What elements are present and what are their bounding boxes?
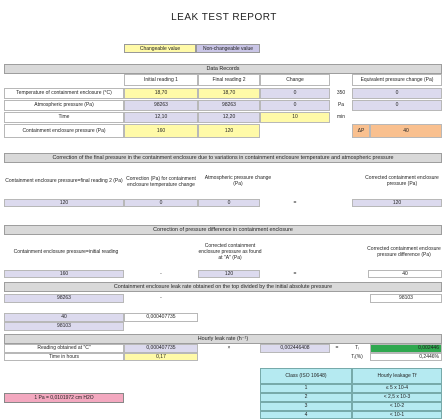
correction-diff-header: Correction of pressure difference in containment enclosure: [4, 225, 442, 235]
correction-final-v1: 120: [4, 199, 124, 207]
hourly-r1-operator: ×: [227, 345, 231, 352]
iso-row-value: < 10-2: [352, 402, 442, 411]
iso-col-class: Class (ISO 10648): [260, 368, 352, 384]
correction-diff-v2: 120: [198, 270, 260, 278]
hourly-r1-result: 0,002446408: [260, 344, 330, 353]
correction-diff-col3: Corrected containment enclosure pressure difference (Pa): [367, 245, 441, 258]
iso-row-class: 4: [260, 411, 352, 419]
correction-diff-col2: Corrected containment enclosure pressure as found at "A" (Pa): [198, 242, 262, 262]
leak-rate-minus: -: [160, 295, 162, 302]
temperature-initial-input[interactable]: 18,70: [124, 88, 198, 99]
hourly-r1-equals: =: [335, 345, 339, 352]
time-change-input[interactable]: 10: [260, 112, 330, 123]
legend-changeable: Changeable value: [124, 44, 196, 53]
time-unit: min: [336, 114, 346, 121]
temperature-equiv-value: 0: [352, 88, 442, 99]
report-title: LEAK TEST REPORT: [171, 12, 277, 23]
atm-pressure-final-value: 98263: [198, 100, 260, 111]
correction-diff-v3: 40: [368, 270, 442, 278]
leak-rate-v3: 40: [4, 313, 124, 322]
hourly-r1-final: 0,002446: [370, 344, 442, 353]
correction-final-v3: 0: [198, 199, 260, 207]
correction-diff-v1: 160: [4, 270, 124, 278]
row-temperature-label: Temperature of containment enclosure (°C): [4, 88, 124, 99]
leak-rate-v1: 98263: [4, 294, 124, 303]
leak-rate-v5: 98103: [4, 322, 124, 331]
hourly-r1-value: 0,000407735: [124, 344, 198, 353]
enclosure-pressure-final-input[interactable]: 120: [198, 124, 260, 138]
correction-diff-equals: =: [293, 270, 297, 277]
row-time-label: Time: [4, 112, 124, 123]
leak-rate-header: Containment enclosure leak rate obtained on the top divided by the initial absolute pressure: [4, 282, 442, 292]
correction-final-header: Correction of the final pressure in the containment enclosure due to variations in containment enclosure temperature and atmospheric pressure: [4, 153, 442, 163]
correction-final-col1: Containment enclosure pressure=final reading 2 (Pa): [5, 177, 123, 184]
iso-row-class: 1: [260, 384, 352, 393]
hourly-header: Hourly leak rate (h⁻¹): [4, 334, 442, 344]
temperature-change-value: 0: [260, 88, 330, 99]
temperature-final-input[interactable]: 18,70: [198, 88, 260, 99]
hourly-r2-label: Time in hours: [4, 353, 124, 361]
time-initial-value: 12,10: [124, 112, 198, 123]
correction-final-v2: 0: [124, 199, 198, 207]
row-atm-pressure-label: Atmospheric pressure (Pa): [4, 100, 124, 111]
iso-row-class: 2: [260, 393, 352, 402]
correction-final-v4: 120: [352, 199, 442, 207]
iso-row-class: 3: [260, 402, 352, 411]
hourly-r1-symbol: Tᵢ: [355, 345, 359, 352]
iso-row-value: < 10-1: [352, 411, 442, 419]
iso-row-value: ≤ 5 x 10-4: [352, 384, 442, 393]
atm-pressure-initial-value: 98263: [124, 100, 198, 111]
enclosure-pressure-initial-input[interactable]: 160: [124, 124, 198, 138]
delta-p-label: ΔP: [352, 124, 370, 138]
correction-final-equals: =: [293, 199, 297, 206]
hourly-r2-final: 0,2446%: [370, 353, 442, 361]
correction-diff-col1: Containment enclosure pressure=initial reading: [13, 248, 119, 255]
atm-pressure-change-value: 0: [260, 100, 330, 111]
atm-pressure-equiv-value: 0: [352, 100, 442, 111]
temperature-factor: 350: [336, 90, 346, 97]
legend-non-changeable: Non-changeable value: [196, 44, 260, 53]
correction-final-col2: Correction (Pa) for containment enclosure temperature change: [126, 175, 196, 188]
iso-col-hourly: Hourly leakage Tf: [352, 368, 442, 384]
pa-conversion-note: 1 Pa = 0,0101972 cm H2O: [4, 393, 124, 403]
time-final-value: 12,20: [198, 112, 260, 123]
leak-rate-v4: 0,000407735: [124, 313, 198, 322]
correction-diff-minus: -: [160, 270, 162, 277]
hourly-r2-symbol: Tᵢ(%): [351, 353, 363, 360]
col-change: Change: [260, 74, 330, 86]
data-records-header: Data Records: [4, 64, 442, 74]
col-final-reading: Final reading 2: [198, 74, 260, 86]
col-initial-reading: Initial reading 1: [124, 74, 198, 86]
iso-row-value: < 2,5 x 10-3: [352, 393, 442, 402]
leak-rate-v2: 98103: [370, 294, 442, 303]
time-in-hours-input[interactable]: 0,17: [124, 353, 198, 361]
col-equiv-pressure: Equivalent pressure change (Pa): [352, 74, 442, 86]
hourly-r1-label: Reading obtained at "C": [4, 344, 124, 353]
correction-final-col4: Corrected containment enclosure pressure (Pa): [365, 174, 439, 187]
row-enclosure-pressure-label: Containment enclosure pressure (Pa): [4, 124, 124, 138]
delta-p-value: 40: [370, 124, 442, 138]
correction-final-col3: Atmospheric pressure change (Pa): [204, 174, 272, 187]
atm-pressure-unit: Pa: [337, 102, 345, 109]
